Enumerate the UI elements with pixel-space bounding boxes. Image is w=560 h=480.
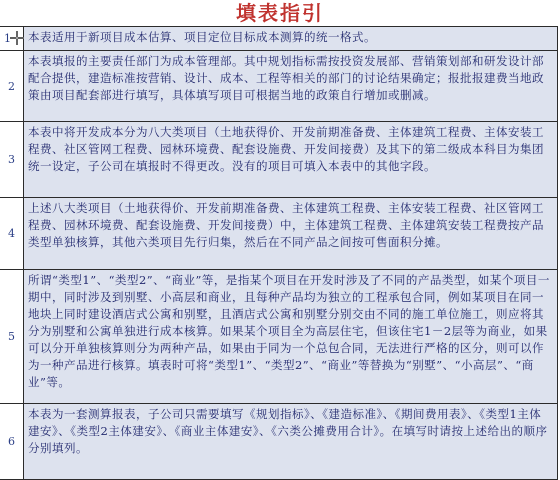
table-row[interactable] [0,27,558,51]
table-cell[interactable]: 所谓“类型1”、“类型2”、“商业”等，是指某个项目在开发时涉及了不同的产品类型，如某个项目一期中，同时涉及到别墅、小高层和商业，且每种产品均为独立的工程承包合同，例如某项目在同一地块上同时建设酒店式公寓和别墅，且酒店式公寓和别墅分别交由不同的施工单位施工，则应将其分为别墅和公寓单独进行成本核算。如果某个项目全为高层住宅，但该住宅1－2层等为商业，如果可以分开单独核算则分为两种产品，如果由于同为一个总包合同，无法进行严格的区分，则可以作为一种产品进行核算。填表时可将“类型1”、“类型2”、“商业”等替换为“别墅”、“小高层”、“商业”等。 [24,270,558,403]
table-cell[interactable]: 本表中将开发成本分为八大类项目（土地获得价、开发前期准备费、主体建筑工程费、主体安装工程费、社区管网工程费、园林环境费、配套设施费、开发间接费）及其下的第二级成本科目为集团统一设定，子公司在填报时不得更改。没有的项目可填入本表中的其他字段。 [24,122,558,197]
table-cell[interactable]: 本表填报的主要责任部门为成本管理部。其中规划指标需按投资发展部、营销策划部和研发设计部配合提供，建造标准按营销、设计、成本、工程等相关的部门的讨论结果确定；报批报建费当地政策由项目配套部进行填写，具体填写项目可根据当地的政策自行增加或删减。 [24,51,558,121]
table-row[interactable] [0,270,558,404]
row-number: 1 [0,27,24,50]
table-row[interactable] [0,51,558,122]
cell-cursor-icon [10,31,24,45]
title-row [0,0,560,26]
row-number: 3 [0,122,24,197]
table-row[interactable] [0,404,558,480]
row-number: 5 [0,270,24,403]
table-cell[interactable]: 本表为一套测算报表，子公司只需要填写《规划指标》、《建造标准》、《期间费用表》、《类型1主体建安》、《类型2主体建安》、《商业主体建安》、《六类公摊费用合计》。在填写时请按上述给出的顺序分别填列。 [24,404,558,479]
table-row[interactable] [0,198,558,270]
table-cell[interactable]: 本表适用于新项目成本估算、项目定位目标成本测算的统一格式。 [24,27,558,50]
row-number: 6 [0,404,24,479]
row-number: 4 [0,198,24,269]
sheet-title: 填表指引 [236,1,324,25]
table-cell[interactable]: 上述八大类项目（土地获得价、开发前期准备费、主体建筑工程费、主体安装工程费、社区管网工程费、园林环境费、配套设施费、开发间接费）中，主体建筑工程费、主体建筑安装工程费按产品类型单独核算，其他六类项目先行归集，然后在不同产品之间按可售面积分摊。 [24,198,558,269]
table-row[interactable] [0,122,558,198]
row-number: 2 [0,51,24,121]
